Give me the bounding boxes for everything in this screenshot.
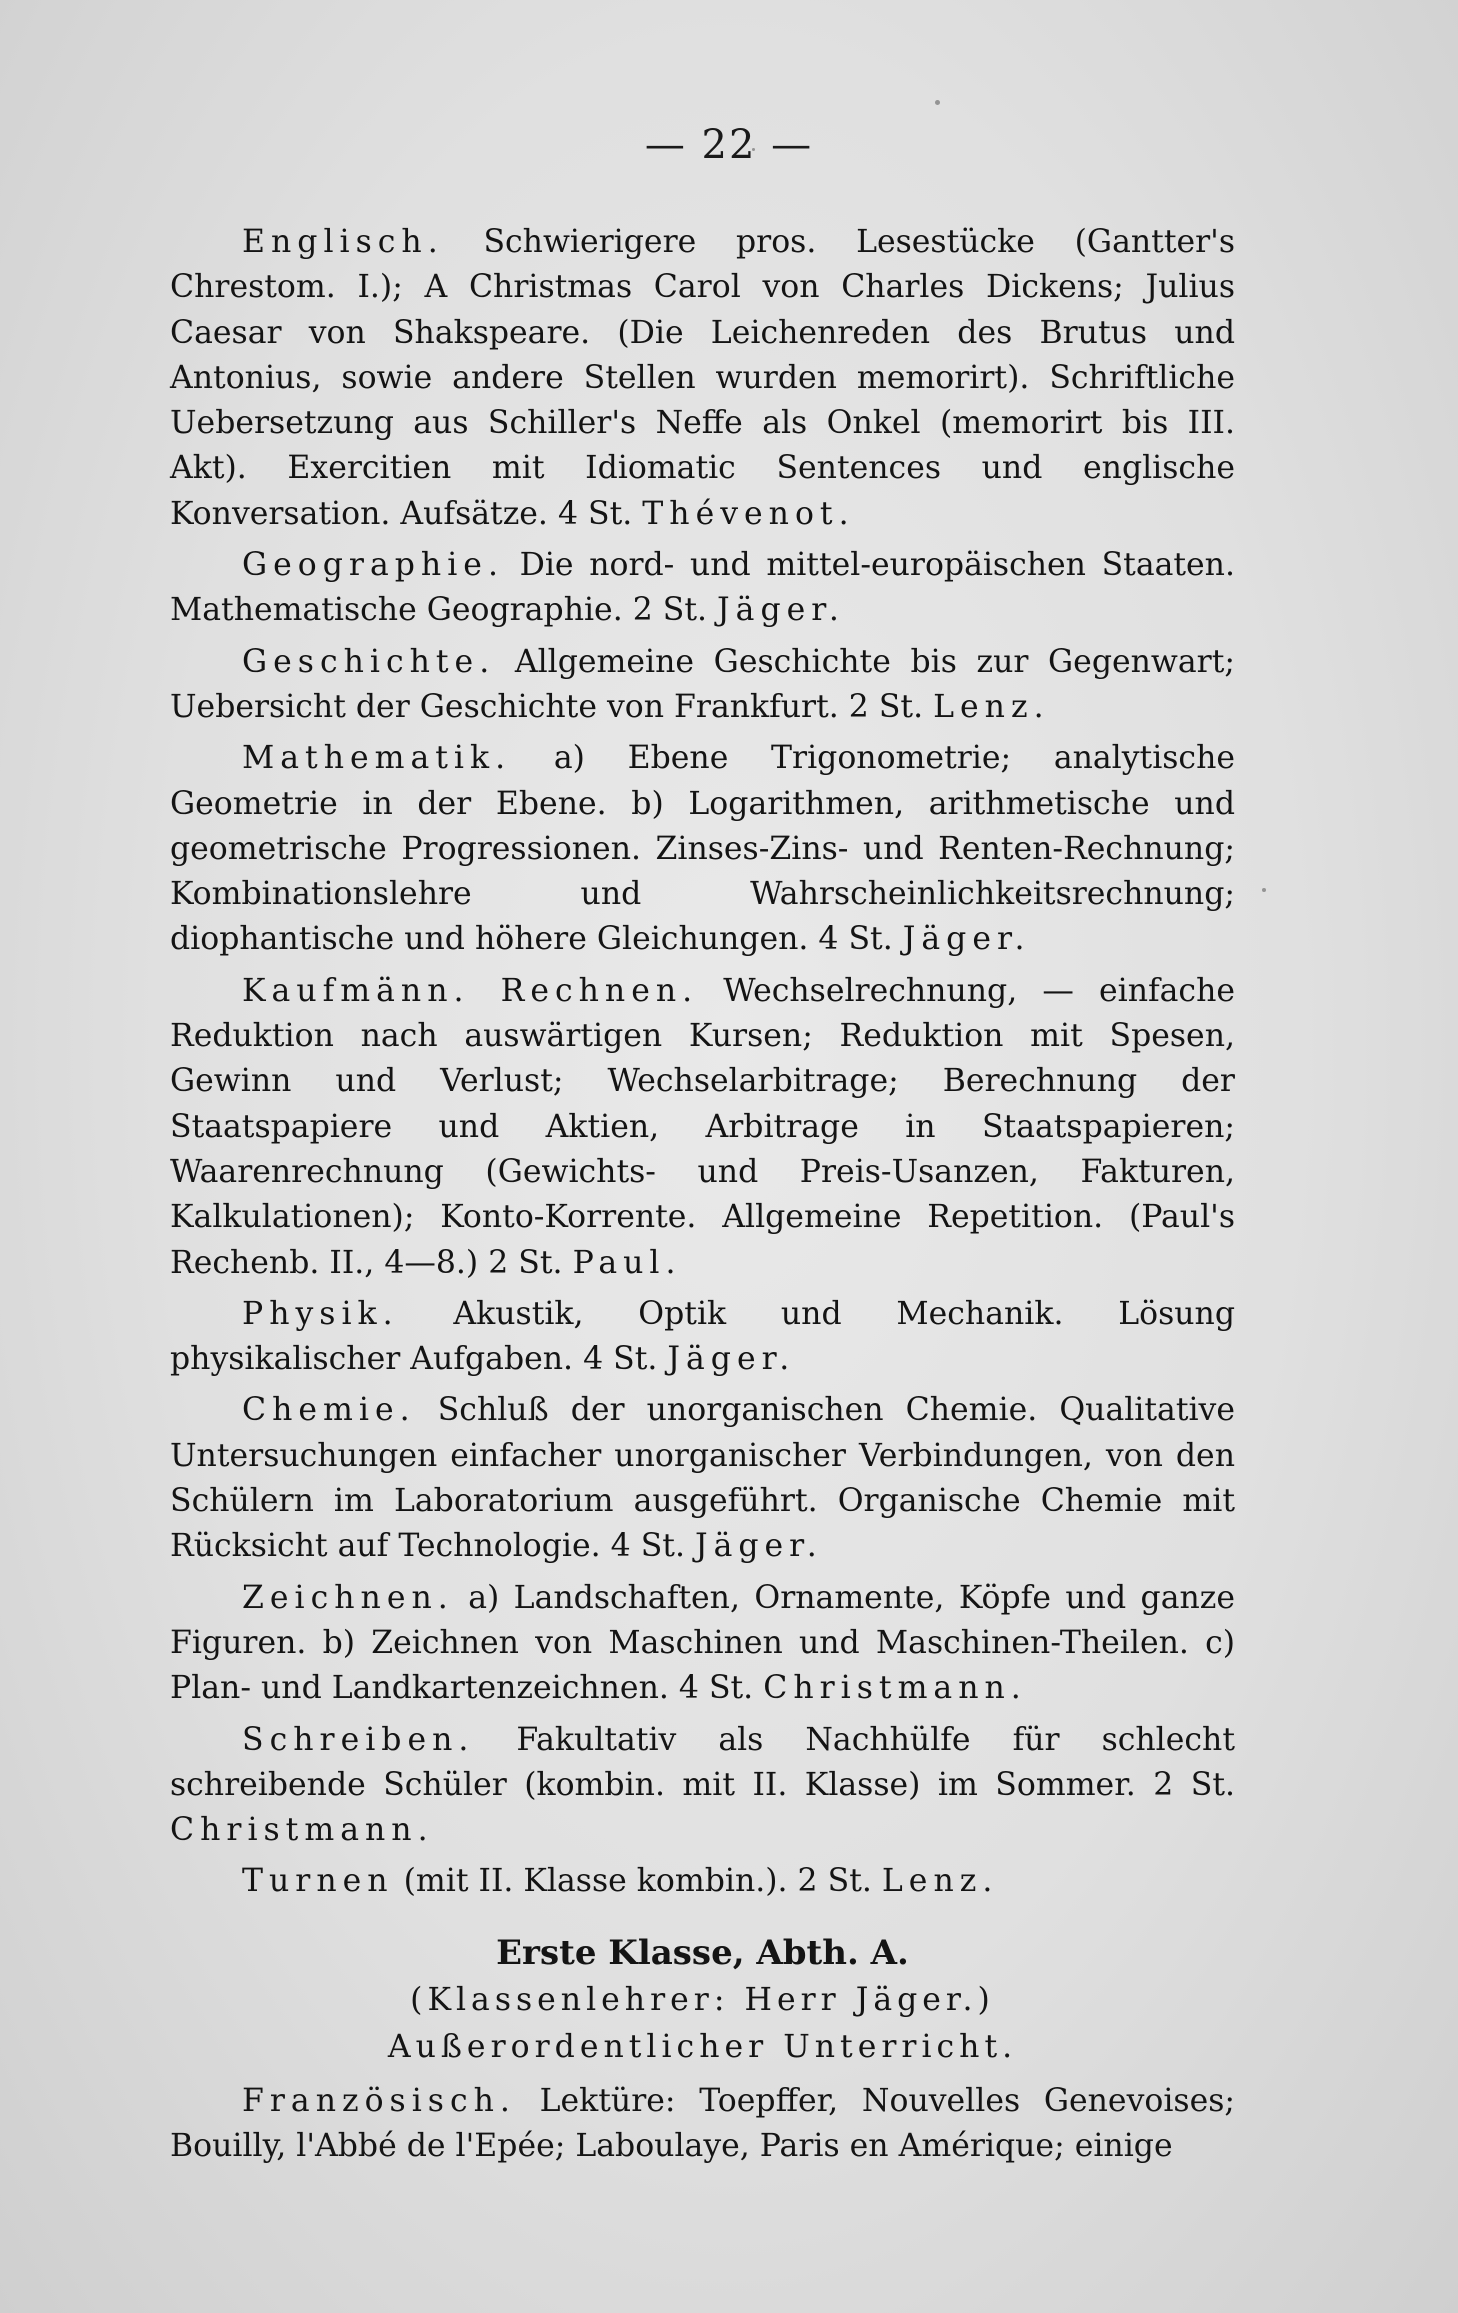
subject-label: Schreiben. xyxy=(242,1721,475,1758)
paragraph-body: Lektüre: Toepffer, Nouvelles Genevoises; Bouilly, l'Abbé de l'Epée; Laboulaye, Paris en Amérique; einige xyxy=(170,2082,1235,2164)
teacher-name: Jäger. xyxy=(667,1341,796,1378)
subject-label: Zeichnen. xyxy=(242,1579,454,1616)
paper-speck xyxy=(1262,888,1266,892)
paragraph-geschichte xyxy=(170,640,1235,731)
teacher-name: Thévenot. xyxy=(642,495,855,532)
teacher-name: Jäger. xyxy=(694,1528,823,1565)
subject-label: Geschichte. xyxy=(242,643,496,680)
paragraph-franzoesisch xyxy=(170,2079,1235,2170)
paragraph-body: Schwierigere pros. Lesestücke (Gantter's Chrestom. I.); A Christmas Carol von Charles Dickens; Julius Caesar von Shakspeare. (Die Leichenreden des Brutus und Antonius, sowie andere Stellen wurden memorirt). Schriftliche Uebersetzung aus Schiller's Neffe als Onkel (memorirt bis III. Akt). Exercitien mit Idiomatic Sentences und englische Konversation. Aufsätze. 4 St. xyxy=(170,224,1235,532)
teacher-name: Jäger. xyxy=(717,592,845,629)
subject-label: Englisch. xyxy=(242,224,444,260)
paragraph-zeichnen xyxy=(170,1576,1235,1712)
paragraph-body: Schluß der unorganischen Chemie. Qualitative Untersuchungen einfacher unorganischer Verbindungen, von den Schülern im Laboratorium ausgeführt. Organische Chemie mit Rücksicht auf Technologie. 4 St. xyxy=(170,1392,1235,1565)
subject-label: Physik. xyxy=(242,1295,399,1332)
teacher-name: Lenz. xyxy=(881,1863,999,1900)
page-number: — 22 — xyxy=(644,122,814,168)
subject-label: Geographie. xyxy=(242,547,504,584)
paragraph-body: Wechselrechnung, — einfache Reduktion nach auswärtigen Kursen; Reduktion mit Spesen, Gewinn und Verlust; Wechselarbitrage; Berechnung der Staatspapiere und Aktien, Arbitrage in Staatspapieren; Waarenrechnung (Gewichts- und Preis-Usanzen, Fakturen, Kalkulationen); Konto-Korrente. Allgemeine Repetition. (Paul's Rechenb. II., 4—8.) 2 St. xyxy=(170,972,1236,1281)
paragraph-kaufm-rechnen xyxy=(170,969,1235,1286)
paragraph-body: Die nord- und mittel-europäischen Staaten. Mathematische Geographie. 2 St. xyxy=(170,547,1235,629)
teacher-name: Christmann. xyxy=(763,1670,1027,1707)
teacher-name: Jäger. xyxy=(902,921,1031,958)
class-teacher-line: (Klassenlehrer: Herr Jäger.) xyxy=(410,1981,995,2018)
paragraph-turnen xyxy=(170,1859,1235,1904)
body-text xyxy=(170,220,1235,2175)
paragraph-englisch xyxy=(170,220,1235,537)
paragraph-physik xyxy=(170,1292,1235,1383)
paragraph-geographie xyxy=(170,543,1235,634)
paragraph-body: Akustik, Optik und Mechanik. Lösung physikalischer Aufgaben. 4 St. xyxy=(170,1295,1236,1378)
subject-label: Französisch. xyxy=(242,2082,516,2119)
teacher-name: Christmann. xyxy=(170,1812,434,1849)
subject-label: Mathematik. xyxy=(242,740,512,777)
section-subheading: Außerordentlicher Unterricht. xyxy=(387,2029,1018,2066)
paragraph-schreiben xyxy=(170,1718,1235,1854)
paragraph-chemie xyxy=(170,1388,1235,1569)
teacher-name: Paul. xyxy=(572,1244,682,1281)
paper-speck xyxy=(935,100,940,105)
subject-label: Kaufmänn. Rechnen. xyxy=(242,972,699,1009)
paragraph-body: Allgemeine Geschichte bis zur Gegenwart; Uebersicht der Geschichte von Frankfurt. 2 St. xyxy=(170,643,1235,725)
paragraph-body: a) Ebene Trigonometrie; analytische Geometrie in der Ebene. b) Logarithmen, arithmetische und geometrische Progressionen. Zinses-Zins- und Renten-Rechnung; Kombinationslehre und Wahrscheinlichkeitsrechnung; diophantische und höhere Gleichungen. 4 St. xyxy=(170,740,1236,958)
paragraph-body: Fakultativ als Nachhülfe für schlecht schreibende Schüler (kombin. mit II. Klasse) im Sommer. 2 St. xyxy=(170,1721,1235,1803)
section-heading: Erste Klasse, Abth. A. xyxy=(496,1932,909,1973)
subject-label: Chemie. xyxy=(242,1392,416,1429)
paragraph-body: (mit II. Klasse kombin.). 2 St. xyxy=(403,1863,872,1900)
teacher-name: Lenz. xyxy=(933,688,1050,725)
subject-label: Turnen xyxy=(242,1863,394,1900)
paragraph-body: a) Landschaften, Ornamente, Köpfe und ganze Figuren. b) Zeichnen von Maschinen und Maschinen-Theilen. c) Plan- und Landkartenzeichnen. 4 St. xyxy=(170,1579,1235,1707)
paragraph-mathematik xyxy=(170,736,1235,962)
